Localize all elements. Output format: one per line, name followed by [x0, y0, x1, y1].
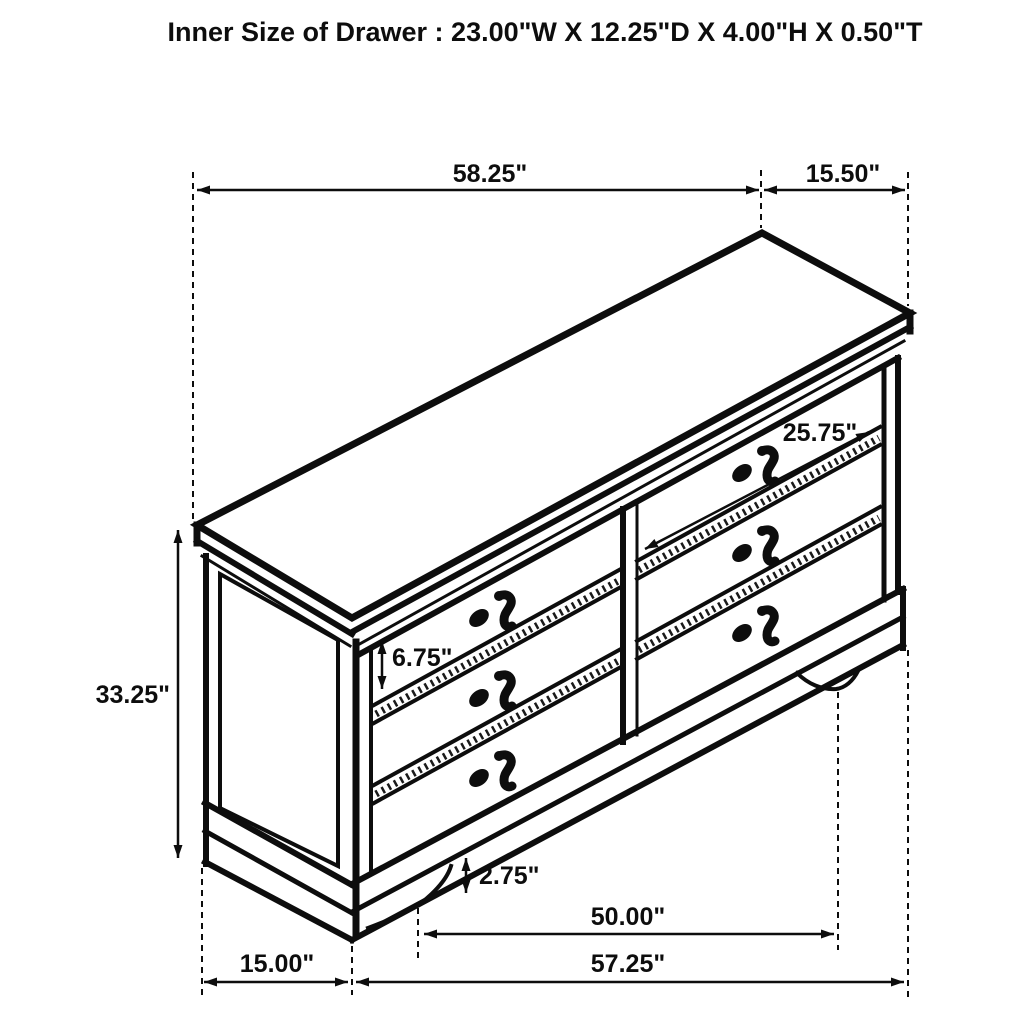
- arrowhead: [462, 858, 471, 871]
- handle-left-bottom: [466, 751, 512, 791]
- handle-right-top: [729, 446, 775, 486]
- arrowhead: [174, 530, 183, 543]
- drawer-height-label: 6.75": [392, 644, 453, 672]
- arrowhead: [174, 845, 183, 858]
- handle-right-middle: [729, 526, 775, 566]
- arrowhead: [764, 186, 777, 195]
- base-top-band: [352, 589, 903, 884]
- arrowhead: [821, 930, 834, 939]
- arrowhead: [645, 539, 659, 549]
- dimension-bottom-width: [356, 950, 904, 987]
- arrowhead: [424, 930, 437, 939]
- left-side-panel: [205, 556, 352, 940]
- dimension-top-width: [197, 160, 759, 195]
- base-height-label: 2.75": [479, 862, 540, 890]
- drawer-width-label: 25.75": [782, 419, 858, 447]
- handle-right-bottom: [729, 606, 775, 646]
- overall-height-label: 33.25": [95, 681, 170, 709]
- handle-left-middle: [466, 671, 512, 711]
- leg-span-label: 50.00": [590, 903, 666, 931]
- drawer-inner-size-title: Inner Size of Drawer : 23.00"W X 12.25"D X 4.00"H X 0.50"T: [167, 17, 923, 47]
- top-width-label: 58.25": [452, 160, 528, 188]
- base-plinth: [352, 589, 903, 940]
- dimension-side-depth: [204, 950, 348, 987]
- arrowhead: [356, 978, 369, 987]
- dresser: [197, 233, 910, 940]
- top-side-label: 15.50": [805, 160, 881, 188]
- arrowhead: [462, 880, 471, 893]
- arrowhead: [892, 186, 905, 195]
- side-depth-label: 15.00": [239, 950, 315, 978]
- dimension-top-side: [764, 160, 905, 195]
- arrowhead: [891, 978, 904, 987]
- arrowhead: [197, 186, 210, 195]
- dimension-leg-span: [424, 903, 834, 939]
- bottom-width-label: 57.25": [590, 950, 666, 978]
- arrowhead: [378, 676, 387, 689]
- arrowhead: [335, 978, 348, 987]
- handle-left-top: [466, 591, 512, 631]
- dimension-overall-height: [96, 530, 183, 858]
- arrowhead: [746, 186, 759, 195]
- arrowhead: [204, 978, 217, 987]
